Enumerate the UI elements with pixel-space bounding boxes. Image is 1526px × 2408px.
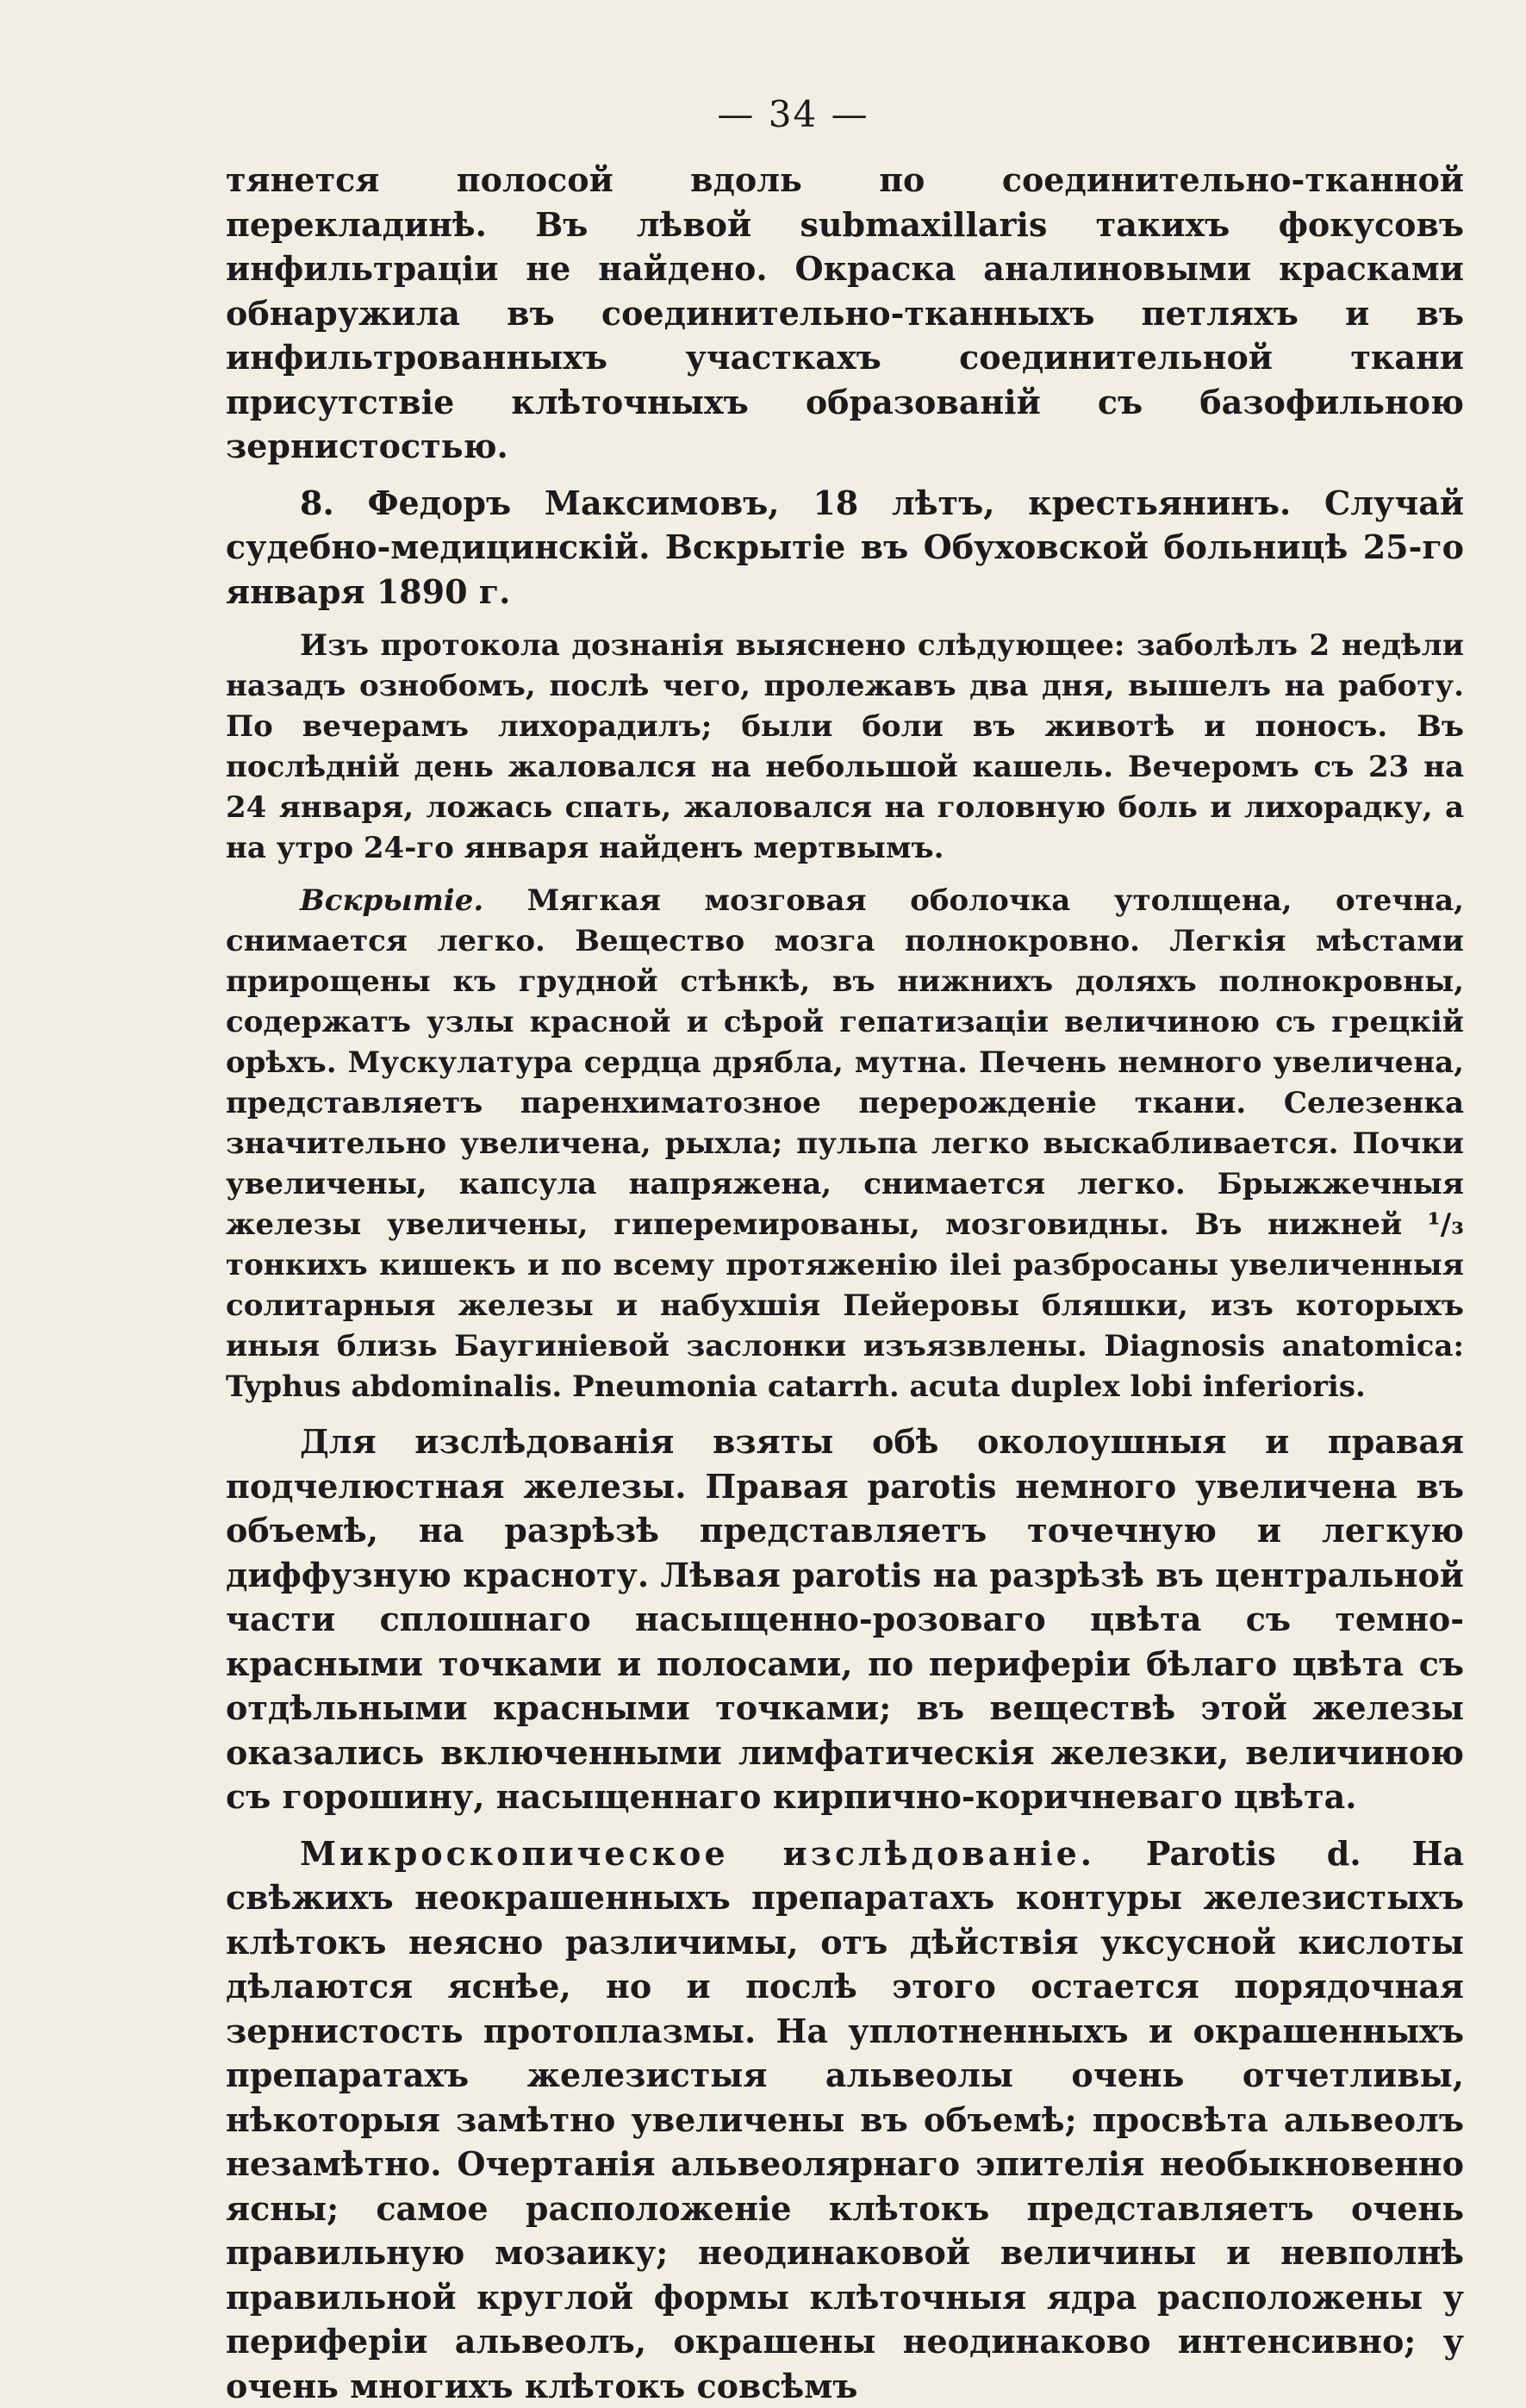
autopsy-lead: Вскрытiе.: [300, 883, 483, 918]
page-number: — 34 —: [122, 93, 1464, 135]
microscopy-text: Parotis d. На свѣжихъ неокрашенныхъ препаратахъ контуры железистыхъ клѣтокъ неясно различимы, отъ дѣйствiя уксусной кислоты дѣлаются яснѣе, но и послѣ этого остается порядочная зернистость протоплазмы. На уплотненныхъ и окрашенныхъ препаратахъ железистыя альвеолы очень отчетливы, нѣкоторыя замѣтно увеличены въ объемѣ; просвѣта альвеолъ незамѣтно. Очертанiя альвеолярнаго эпителiя необыкновенно ясны; самое расположенiе клѣтокъ представляетъ очень правильную мозаику; неодинаковой величины и невполнѣ правильной круглой формы клѣточныя ядра расположены у периферiи альвеолъ, окрашены неодинаково интенсивно; у очень многихъ клѣтокъ совсѣмъ: [226, 1834, 1464, 2405]
paragraph-protocol: Изъ протокола дознанiя выяснено слѣдующее: заболѣлъ 2 недѣли назадъ ознобомъ, послѣ чего, пролежавъ два дня, вышелъ на работу. По вечерамъ лихорадилъ; были боли въ животѣ и поносъ. Въ послѣднiй день жаловался на небольшой кашель. Вечеромъ съ 23 на 24 января, ложась спать, жаловался на головную боль и лихорадку, а на утро 24-го января найденъ мертвымъ.: [226, 626, 1464, 869]
paragraph-autopsy: [226, 881, 1464, 1407]
paragraph-case-heading: 8. Федоръ Максимовъ, 18 лѣтъ, крестьянинъ. Случай судебно-медицинскiй. Вскрытiе въ Обуховской больницѣ 25-го января 1890 г.: [226, 481, 1464, 614]
paragraph-microscopy: [226, 1831, 1464, 2408]
autopsy-text: Мягкая мозговая оболочка утолщена, отечна, снимается легко. Вещество мозга полнокровно. Легкiя мѣстами прирощены къ грудной стѣнкѣ, въ нижнихъ доляхъ полнокровны, содержатъ узлы красной и сѣрой гепатизацiи величиною съ грецкiй орѣхъ. Мускулатура сердца дрябла, мутна. Печень немного увеличена, представляетъ паренхиматозное перерожденiе ткани. Селезенка значительно увеличена, рыхла; пульпа легко выскабливается. Почки увеличены, капсула напряжена, снимается легко. Брыжжечныя железы увеличены, гиперемированы, мозговидны. Въ нижней ¹/₃ тонкихъ кишекъ и по всему протяженiю ilei разбросаны увеличенныя солитарныя железы и набухшiя Пейеровы бляшки, изъ которыхъ иныя близь Баугиніевой заслонки изъязвлены. Diagnosis anatomica: Typhus abdominalis. Pneumonia catarrh. acuta duplex lobi inferioris.: [226, 883, 1464, 1404]
paragraph-glands: Для изслѣдованiя взяты обѣ околоушныя и правая подчелюстная железы. Правая parotis немного увеличена въ объемѣ, на разрѣзѣ представляетъ точечную и легкую диффузную красноту. Лѣвая parotis на разрѣзѣ въ центральной части сплошнаго насыщенно-розоваго цвѣта съ темно-красными точками и полосами, по периферiи бѣлаго цвѣта съ отдѣльными красными точками; въ веществѣ этой железы оказались включенными лимфатическiя железки, величиною съ горошину, насыщеннаго кирпично-коричневаго цвѣта.: [226, 1419, 1464, 1819]
microscopy-lead: Микроскопическое изслѣдованiе.: [300, 1834, 1095, 1873]
paragraph-continuation: тянется полосой вдоль по соединительно-тканной перекладинѣ. Въ лѣвой submaxillaris такихъ фокусовъ инфильтрацiи не найдено. Окраска аналиновыми красками обнаружила въ соединительно-тканныхъ петляхъ и въ инфильтрованныхъ участкахъ соединительной ткани присутствiе клѣточныхъ образованiй съ базофильною зернистостью.: [226, 158, 1464, 469]
